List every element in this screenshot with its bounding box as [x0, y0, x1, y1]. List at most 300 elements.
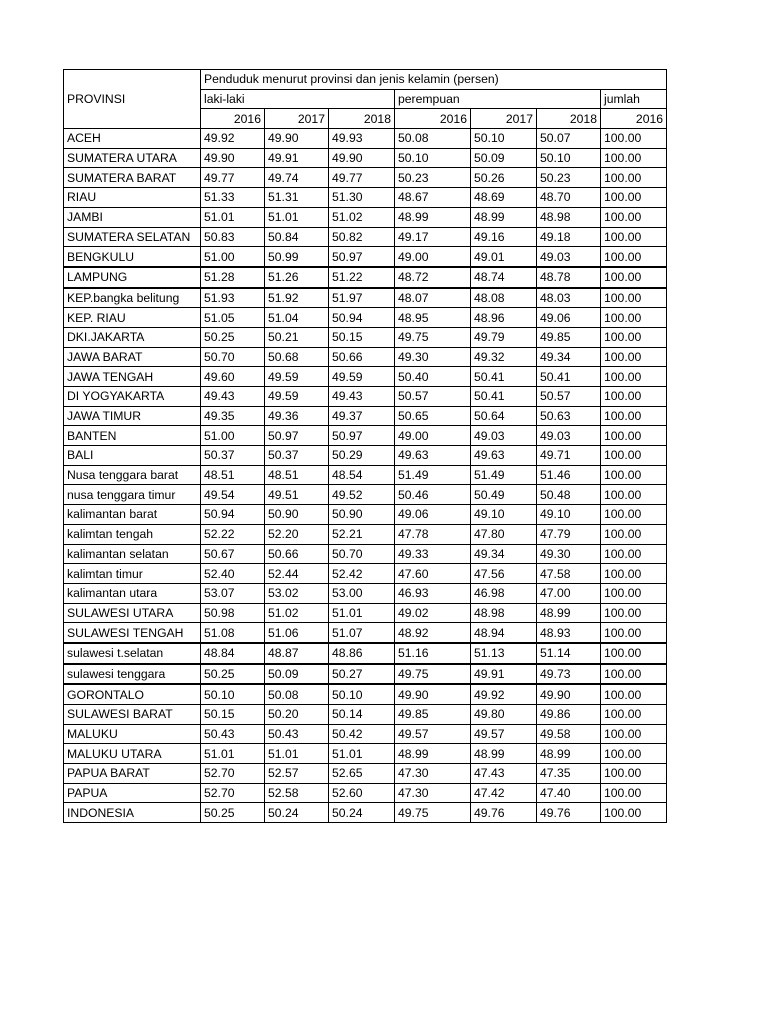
value-cell: 49.02 — [395, 603, 471, 623]
table-row — [64, 564, 667, 584]
value-cell: 48.87 — [265, 643, 329, 664]
value-cell: 50.82 — [329, 227, 395, 247]
header-row-title — [64, 70, 667, 90]
value-cell: 50.42 — [329, 724, 395, 744]
value-cell: 49.90 — [265, 129, 329, 149]
value-cell: 49.63 — [395, 446, 471, 466]
value-cell: 51.08 — [201, 623, 265, 643]
value-cell: 47.78 — [395, 524, 471, 544]
value-cell: 48.78 — [537, 267, 601, 288]
value-cell: 49.92 — [471, 684, 537, 704]
value-cell: 47.00 — [537, 583, 601, 603]
value-cell: 52.65 — [329, 764, 395, 784]
value-cell: 100.00 — [601, 623, 667, 643]
province-cell: kalimantan selatan — [64, 544, 201, 564]
value-cell: 100.00 — [601, 524, 667, 544]
value-cell: 50.15 — [329, 327, 395, 347]
table-row — [64, 643, 667, 664]
value-cell: 100.00 — [601, 664, 667, 685]
value-cell: 50.57 — [395, 387, 471, 407]
value-cell: 48.54 — [329, 465, 395, 485]
value-cell: 47.56 — [471, 564, 537, 584]
value-cell: 50.63 — [537, 406, 601, 426]
value-cell: 49.85 — [537, 327, 601, 347]
value-cell: 49.34 — [537, 347, 601, 367]
value-cell: 49.86 — [537, 705, 601, 725]
province-cell: SUMATERA SELATAN — [64, 227, 201, 247]
value-cell: 50.10 — [471, 129, 537, 149]
value-cell: 48.70 — [537, 188, 601, 208]
value-cell: 49.85 — [395, 705, 471, 725]
value-cell: 50.27 — [329, 664, 395, 685]
value-cell: 48.96 — [471, 308, 537, 328]
value-cell: 50.25 — [201, 803, 265, 823]
value-cell: 100.00 — [601, 426, 667, 446]
value-cell: 100.00 — [601, 327, 667, 347]
table-row — [64, 505, 667, 525]
value-cell: 50.94 — [329, 308, 395, 328]
value-cell: 51.16 — [395, 643, 471, 664]
value-cell: 53.02 — [265, 583, 329, 603]
value-cell: 50.68 — [265, 347, 329, 367]
value-cell: 50.25 — [201, 327, 265, 347]
table-body — [64, 70, 667, 823]
value-cell: 50.43 — [201, 724, 265, 744]
value-cell: 48.74 — [471, 267, 537, 288]
value-cell: 50.97 — [329, 426, 395, 446]
table-row — [64, 406, 667, 426]
value-cell: 48.03 — [537, 288, 601, 308]
table-row — [64, 664, 667, 685]
value-cell: 49.10 — [537, 505, 601, 525]
province-cell: kalimantan utara — [64, 583, 201, 603]
value-cell: 48.99 — [537, 744, 601, 764]
value-cell: 47.42 — [471, 783, 537, 803]
table-row — [64, 387, 667, 407]
value-cell: 50.41 — [471, 367, 537, 387]
value-cell: 50.84 — [265, 227, 329, 247]
value-cell: 49.35 — [201, 406, 265, 426]
value-cell: 49.59 — [329, 367, 395, 387]
value-cell: 49.73 — [537, 664, 601, 685]
value-cell: 48.99 — [471, 744, 537, 764]
value-cell: 47.30 — [395, 783, 471, 803]
table-row — [64, 207, 667, 227]
value-cell: 52.70 — [201, 764, 265, 784]
value-cell: 51.00 — [201, 247, 265, 267]
value-cell: 100.00 — [601, 387, 667, 407]
province-cell: SUMATERA BARAT — [64, 168, 201, 188]
value-cell: 49.80 — [471, 705, 537, 725]
table-row — [64, 744, 667, 764]
value-cell: 49.75 — [395, 664, 471, 685]
value-cell: 100.00 — [601, 465, 667, 485]
value-cell: 100.00 — [601, 764, 667, 784]
province-cell: MALUKU — [64, 724, 201, 744]
table-row — [64, 603, 667, 623]
value-cell: 49.33 — [395, 544, 471, 564]
province-cell: GORONTALO — [64, 684, 201, 704]
value-cell: 51.01 — [201, 207, 265, 227]
province-cell: BALI — [64, 446, 201, 466]
table-row — [64, 188, 667, 208]
value-cell: 47.60 — [395, 564, 471, 584]
table-row — [64, 247, 667, 267]
value-cell: 50.15 — [201, 705, 265, 725]
value-cell: 51.00 — [201, 426, 265, 446]
value-cell: 48.51 — [201, 465, 265, 485]
value-cell: 100.00 — [601, 544, 667, 564]
value-cell: 50.70 — [329, 544, 395, 564]
value-cell: 100.00 — [601, 406, 667, 426]
province-cell: kalimtan tengah — [64, 524, 201, 544]
value-cell: 49.30 — [537, 544, 601, 564]
province-cell: ACEH — [64, 129, 201, 149]
value-cell: 51.02 — [329, 207, 395, 227]
year-header: 2016 — [201, 109, 265, 129]
value-cell: 49.63 — [471, 446, 537, 466]
year-header: 2018 — [537, 109, 601, 129]
value-cell: 47.43 — [471, 764, 537, 784]
value-cell: 50.41 — [537, 367, 601, 387]
value-cell: 100.00 — [601, 267, 667, 288]
value-cell: 52.21 — [329, 524, 395, 544]
province-cell: PAPUA — [64, 783, 201, 803]
value-cell: 48.94 — [471, 623, 537, 643]
value-cell: 47.79 — [537, 524, 601, 544]
value-cell: 50.37 — [265, 446, 329, 466]
value-cell: 49.17 — [395, 227, 471, 247]
province-cell: sulawesi t.selatan — [64, 643, 201, 664]
table-row — [64, 227, 667, 247]
value-cell: 46.93 — [395, 583, 471, 603]
value-cell: 50.07 — [537, 129, 601, 149]
value-cell: 51.13 — [471, 643, 537, 664]
value-cell: 52.40 — [201, 564, 265, 584]
value-cell: 50.98 — [201, 603, 265, 623]
value-cell: 49.51 — [265, 485, 329, 505]
value-cell: 50.66 — [265, 544, 329, 564]
table-row — [64, 446, 667, 466]
table-row — [64, 308, 667, 328]
value-cell: 50.41 — [471, 387, 537, 407]
value-cell: 49.43 — [329, 387, 395, 407]
value-cell: 49.58 — [537, 724, 601, 744]
value-cell: 50.70 — [201, 347, 265, 367]
value-cell: 47.30 — [395, 764, 471, 784]
value-cell: 100.00 — [601, 288, 667, 308]
value-cell: 51.22 — [329, 267, 395, 288]
value-cell: 49.59 — [265, 367, 329, 387]
value-cell: 49.90 — [395, 684, 471, 704]
year-header: 2017 — [471, 109, 537, 129]
value-cell: 49.16 — [471, 227, 537, 247]
value-cell: 48.99 — [395, 744, 471, 764]
table-row — [64, 485, 667, 505]
value-cell: 51.26 — [265, 267, 329, 288]
value-cell: 100.00 — [601, 446, 667, 466]
value-cell: 50.64 — [471, 406, 537, 426]
value-cell: 48.72 — [395, 267, 471, 288]
value-cell: 49.03 — [537, 426, 601, 446]
value-cell: 50.23 — [537, 168, 601, 188]
value-cell: 100.00 — [601, 705, 667, 725]
value-cell: 100.00 — [601, 505, 667, 525]
value-cell: 50.10 — [537, 148, 601, 168]
value-cell: 50.40 — [395, 367, 471, 387]
value-cell: 52.60 — [329, 783, 395, 803]
value-cell: 51.49 — [395, 465, 471, 485]
value-cell: 48.67 — [395, 188, 471, 208]
value-cell: 100.00 — [601, 308, 667, 328]
year-header: 2017 — [265, 109, 329, 129]
value-cell: 49.10 — [471, 505, 537, 525]
value-cell: 49.90 — [329, 148, 395, 168]
province-cell: kalimtan timur — [64, 564, 201, 584]
province-cell: LAMPUNG — [64, 267, 201, 288]
province-cell: JAWA TIMUR — [64, 406, 201, 426]
table-row — [64, 724, 667, 744]
value-cell: 51.46 — [537, 465, 601, 485]
value-cell: 53.00 — [329, 583, 395, 603]
value-cell: 48.92 — [395, 623, 471, 643]
province-cell: RIAU — [64, 188, 201, 208]
value-cell: 48.99 — [537, 603, 601, 623]
value-cell: 51.06 — [265, 623, 329, 643]
value-cell: 100.00 — [601, 744, 667, 764]
value-cell: 49.36 — [265, 406, 329, 426]
table-row — [64, 267, 667, 288]
province-cell: SULAWESI BARAT — [64, 705, 201, 725]
province-cell: MALUKU UTARA — [64, 744, 201, 764]
table-row — [64, 684, 667, 704]
value-cell: 49.00 — [395, 426, 471, 446]
value-cell: 100.00 — [601, 129, 667, 149]
value-cell: 47.40 — [537, 783, 601, 803]
province-cell: BANTEN — [64, 426, 201, 446]
province-cell: BENGKULU — [64, 247, 201, 267]
value-cell: 48.95 — [395, 308, 471, 328]
value-cell: 46.98 — [471, 583, 537, 603]
value-cell: 100.00 — [601, 148, 667, 168]
table-row — [64, 764, 667, 784]
table-title: Penduduk menurut provinsi dan jenis kelamin (persen) — [201, 70, 667, 90]
province-cell: JAWA BARAT — [64, 347, 201, 367]
table-row — [64, 426, 667, 446]
value-cell: 47.58 — [537, 564, 601, 584]
value-cell: 50.20 — [265, 705, 329, 725]
table-row — [64, 465, 667, 485]
province-cell: nusa tenggara timur — [64, 485, 201, 505]
value-cell: 50.09 — [265, 664, 329, 685]
value-cell: 50.83 — [201, 227, 265, 247]
value-cell: 49.75 — [395, 327, 471, 347]
province-cell: JAMBI — [64, 207, 201, 227]
value-cell: 49.52 — [329, 485, 395, 505]
value-cell: 49.57 — [395, 724, 471, 744]
value-cell: 51.33 — [201, 188, 265, 208]
value-cell: 49.34 — [471, 544, 537, 564]
year-header: 2018 — [329, 109, 395, 129]
value-cell: 48.99 — [471, 207, 537, 227]
value-cell: 49.18 — [537, 227, 601, 247]
value-cell: 48.07 — [395, 288, 471, 308]
value-cell: 48.51 — [265, 465, 329, 485]
value-cell: 50.94 — [201, 505, 265, 525]
value-cell: 52.58 — [265, 783, 329, 803]
provinsi-header: PROVINSI — [64, 70, 201, 129]
value-cell: 51.01 — [201, 744, 265, 764]
value-cell: 50.14 — [329, 705, 395, 725]
table-row — [64, 288, 667, 308]
value-cell: 51.49 — [471, 465, 537, 485]
value-cell: 48.08 — [471, 288, 537, 308]
value-cell: 52.70 — [201, 783, 265, 803]
value-cell: 100.00 — [601, 207, 667, 227]
value-cell: 100.00 — [601, 227, 667, 247]
value-cell: 50.97 — [329, 247, 395, 267]
table-row — [64, 148, 667, 168]
table-row — [64, 623, 667, 643]
value-cell: 100.00 — [601, 803, 667, 823]
value-cell: 49.76 — [471, 803, 537, 823]
value-cell: 51.31 — [265, 188, 329, 208]
value-cell: 48.69 — [471, 188, 537, 208]
value-cell: 51.07 — [329, 623, 395, 643]
value-cell: 51.01 — [265, 207, 329, 227]
value-cell: 53.07 — [201, 583, 265, 603]
value-cell: 100.00 — [601, 684, 667, 704]
value-cell: 51.28 — [201, 267, 265, 288]
value-cell: 51.01 — [329, 744, 395, 764]
value-cell: 47.80 — [471, 524, 537, 544]
value-cell: 48.84 — [201, 643, 265, 664]
value-cell: 49.91 — [471, 664, 537, 685]
province-cell: DKI.JAKARTA — [64, 327, 201, 347]
value-cell: 49.71 — [537, 446, 601, 466]
province-cell: SUMATERA UTARA — [64, 148, 201, 168]
province-cell: INDONESIA — [64, 803, 201, 823]
value-cell: 49.54 — [201, 485, 265, 505]
value-cell: 49.03 — [537, 247, 601, 267]
value-cell: 49.74 — [265, 168, 329, 188]
value-cell: 52.44 — [265, 564, 329, 584]
value-cell: 100.00 — [601, 583, 667, 603]
value-cell: 52.22 — [201, 524, 265, 544]
province-cell: SULAWESI UTARA — [64, 603, 201, 623]
value-cell: 50.97 — [265, 426, 329, 446]
value-cell: 47.35 — [537, 764, 601, 784]
value-cell: 49.60 — [201, 367, 265, 387]
value-cell: 49.90 — [537, 684, 601, 704]
value-cell: 50.43 — [265, 724, 329, 744]
value-cell: 50.48 — [537, 485, 601, 505]
value-cell: 51.97 — [329, 288, 395, 308]
table-row — [64, 783, 667, 803]
value-cell: 100.00 — [601, 347, 667, 367]
value-cell: 49.00 — [395, 247, 471, 267]
value-cell: 52.20 — [265, 524, 329, 544]
value-cell: 50.24 — [329, 803, 395, 823]
value-cell: 50.90 — [265, 505, 329, 525]
value-cell: 49.06 — [395, 505, 471, 525]
province-cell: PAPUA BARAT — [64, 764, 201, 784]
value-cell: 50.23 — [395, 168, 471, 188]
population-table — [63, 69, 667, 823]
value-cell: 50.08 — [395, 129, 471, 149]
table-row — [64, 583, 667, 603]
year-header: 2016 — [395, 109, 471, 129]
value-cell: 48.93 — [537, 623, 601, 643]
group-male: laki-laki — [201, 89, 395, 109]
value-cell: 49.37 — [329, 406, 395, 426]
table-row — [64, 803, 667, 823]
value-cell: 49.77 — [329, 168, 395, 188]
value-cell: 100.00 — [601, 168, 667, 188]
value-cell: 48.98 — [471, 603, 537, 623]
value-cell: 49.03 — [471, 426, 537, 446]
value-cell: 50.99 — [265, 247, 329, 267]
value-cell: 48.86 — [329, 643, 395, 664]
value-cell: 49.59 — [265, 387, 329, 407]
value-cell: 51.01 — [265, 744, 329, 764]
province-cell: kalimantan barat — [64, 505, 201, 525]
value-cell: 51.05 — [201, 308, 265, 328]
value-cell: 49.77 — [201, 168, 265, 188]
value-cell: 50.25 — [201, 664, 265, 685]
table-row — [64, 524, 667, 544]
value-cell: 52.42 — [329, 564, 395, 584]
group-total: jumlah — [601, 89, 667, 109]
value-cell: 51.01 — [329, 603, 395, 623]
table-row — [64, 544, 667, 564]
value-cell: 100.00 — [601, 485, 667, 505]
value-cell: 100.00 — [601, 603, 667, 623]
value-cell: 50.65 — [395, 406, 471, 426]
table-row — [64, 168, 667, 188]
value-cell: 50.21 — [265, 327, 329, 347]
value-cell: 51.14 — [537, 643, 601, 664]
value-cell: 51.04 — [265, 308, 329, 328]
value-cell: 49.76 — [537, 803, 601, 823]
value-cell: 49.79 — [471, 327, 537, 347]
table-row — [64, 347, 667, 367]
value-cell: 50.66 — [329, 347, 395, 367]
value-cell: 50.26 — [471, 168, 537, 188]
value-cell: 50.46 — [395, 485, 471, 505]
table-row — [64, 367, 667, 387]
value-cell: 49.92 — [201, 129, 265, 149]
value-cell: 49.91 — [265, 148, 329, 168]
value-cell: 51.30 — [329, 188, 395, 208]
value-cell: 100.00 — [601, 783, 667, 803]
value-cell: 49.01 — [471, 247, 537, 267]
value-cell: 51.02 — [265, 603, 329, 623]
value-cell: 50.49 — [471, 485, 537, 505]
province-cell: Nusa tenggara barat — [64, 465, 201, 485]
value-cell: 100.00 — [601, 643, 667, 664]
value-cell: 50.24 — [265, 803, 329, 823]
table-row — [64, 705, 667, 725]
value-cell: 50.90 — [329, 505, 395, 525]
value-cell: 100.00 — [601, 564, 667, 584]
province-cell: KEP. RIAU — [64, 308, 201, 328]
value-cell: 49.06 — [537, 308, 601, 328]
value-cell: 50.37 — [201, 446, 265, 466]
value-cell: 50.08 — [265, 684, 329, 704]
value-cell: 49.30 — [395, 347, 471, 367]
value-cell: 50.10 — [329, 684, 395, 704]
